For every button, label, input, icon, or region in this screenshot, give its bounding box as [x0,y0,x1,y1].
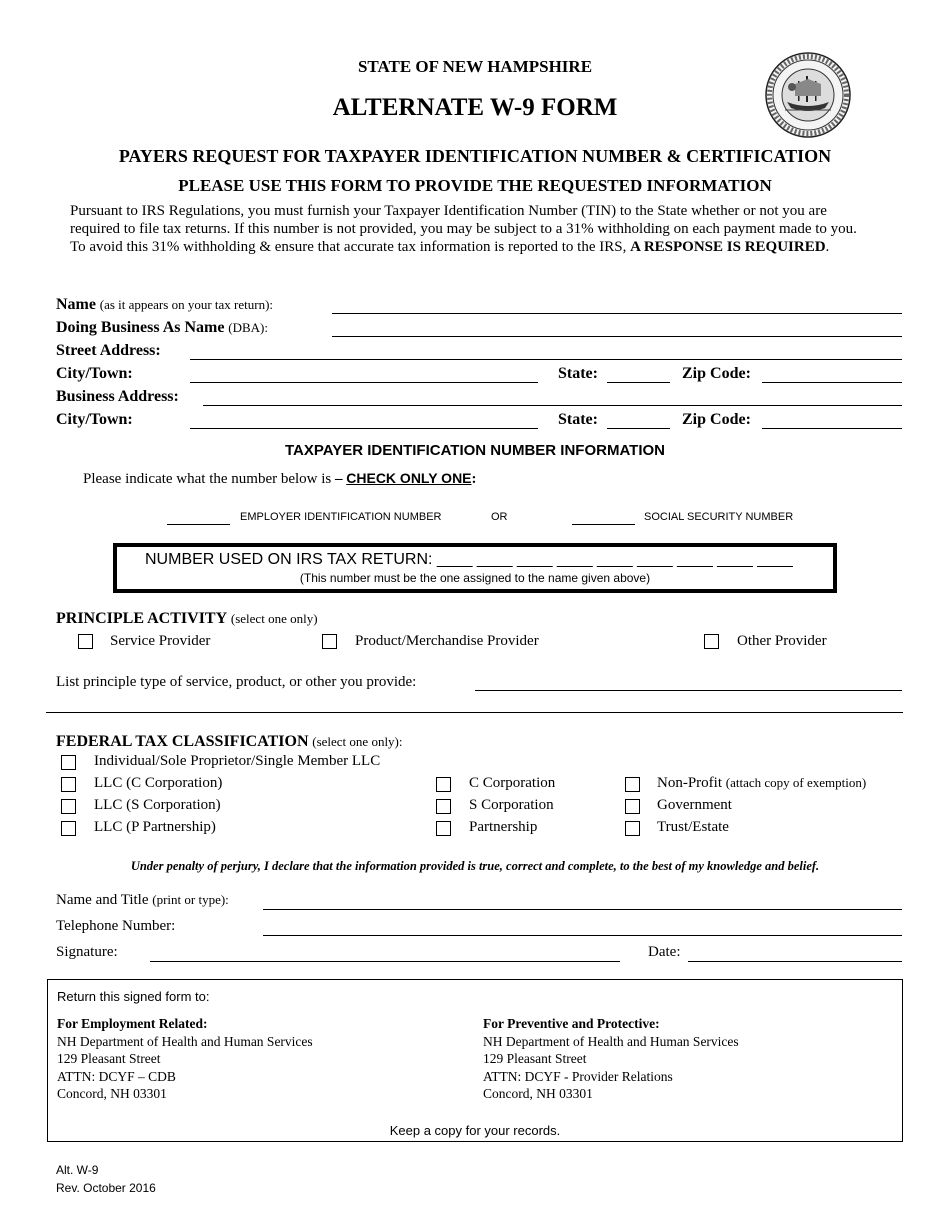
zip2-label: Zip Code: [682,411,751,428]
city-label: City/Town: [56,365,133,382]
dash: – [335,471,343,487]
penalty-statement: Under penalty of perjury, I declare that the information provided is true, correct and complete, to the best of my knowledge and belief. [130,859,820,873]
principle-type-label: List principle type of service, product, or other you provide: [56,674,417,690]
city-field[interactable] [190,382,538,383]
non-profit-label: Non-Profit [657,775,722,791]
non-profit-label-group [657,775,866,792]
s-corp-checkbox[interactable] [436,799,451,814]
telephone-field[interactable] [263,935,902,936]
principle-heading: PRINCIPLE ACTIVITY [56,610,228,627]
intro-end: . [825,239,830,255]
section-divider [46,712,903,713]
form-subtitle: PAYERS REQUEST FOR TAXPAYER IDENTIFICATION NUMBER & CERTIFICATION [118,146,832,166]
individual-checkbox[interactable] [61,755,76,770]
llc-s-label: LLC (S Corporation) [94,797,221,813]
zip2-field[interactable] [762,428,902,429]
form-title: ALTERNATE W-9 FORM [332,94,618,121]
state2-label: State: [558,411,598,428]
trust-estate-checkbox[interactable] [625,821,640,836]
tin-number-blanks[interactable]: ____ ____ ____ ____ ____ ____ ____ ____ ____ [436,551,793,568]
product-provider-label: Product/Merchandise Provider [355,633,539,649]
indicate-text: Please indicate what the number below is [83,471,332,487]
c-corp-checkbox[interactable] [436,777,451,792]
business-address-label: Business Address: [56,388,179,405]
ein-check-field[interactable] [167,524,230,525]
intro-paragraph [70,202,870,256]
check-only-one: CHECK ONLY ONE [346,470,472,486]
zip-field[interactable] [762,382,902,383]
non-profit-note: (attach copy of exemption) [725,775,867,790]
ein-label: EMPLOYER IDENTIFICATION NUMBER [240,511,442,523]
ssn-label: SOCIAL SECURITY NUMBER [644,511,794,523]
service-provider-checkbox[interactable] [78,634,93,649]
ssn-check-field[interactable] [572,524,635,525]
llc-c-label: LLC (C Corporation) [94,775,223,791]
principle-activity-heading-group [56,610,318,628]
intro-bold: A RESPONSE IS REQUIRED [630,239,826,255]
product-provider-checkbox[interactable] [322,634,337,649]
federal-note: (select one only): [312,734,403,749]
form-instruction: PLEASE USE THIS FORM TO PROVIDE THE REQUESTED INFORMATION [178,176,772,195]
tin-number-label: NUMBER USED ON IRS TAX RETURN: [145,551,433,568]
return-box [47,979,903,1142]
return-preventive [483,1015,739,1103]
other-provider-label: Other Provider [737,633,827,649]
partnership-checkbox[interactable] [436,821,451,836]
new-hampshire-state-seal [765,52,851,138]
street-address-field[interactable] [190,359,902,360]
date-field[interactable] [688,961,902,962]
preventive-line: 129 Pleasant Street [483,1051,587,1066]
city2-field[interactable] [190,428,538,429]
llc-p-checkbox[interactable] [61,821,76,836]
tin-heading: TAXPAYER IDENTIFICATION NUMBER INFORMATION [285,442,665,459]
preventive-line: ATTN: DCYF - Provider Relations [483,1068,673,1084]
dba-label-group [56,319,268,337]
name-label: Name [56,296,96,313]
name-title-field[interactable] [263,909,902,910]
check-only-one-line [83,470,477,488]
principle-note: (select one only) [230,611,318,626]
service-provider-label: Service Provider [110,633,211,649]
intro-text: Pursuant to IRS Regulations, you must furnish your Taxpayer Identification Number (TIN) to the State whether or not you are required to file tax returns. If this number is not provided, you may be subject to a 31% withholding on each payment made to you. To avoid this 31% withholding & ensure that accurate tax information is reported to the IRS, [70,203,857,255]
state2-field[interactable] [607,428,670,429]
dba-note: (DBA): [228,320,268,335]
return-intro: Return this signed form to: [57,989,210,1004]
partnership-label: Partnership [469,819,538,835]
city2-label: City/Town: [56,411,133,428]
street-address-label: Street Address: [56,342,161,359]
c-corp-label: C Corporation [469,775,556,791]
employment-heading: For Employment Related: [57,1016,208,1031]
llc-p-label: LLC (P Partnership) [94,819,216,835]
name-field[interactable] [332,313,902,314]
signature-label: Signature: [56,944,118,960]
preventive-heading: For Preventive and Protective: [483,1016,660,1031]
employment-line: Concord, NH 03301 [57,1086,167,1101]
dba-label: Doing Business As Name [56,319,225,336]
form-id: Alt. W-9 [56,1163,99,1177]
name-title-label-group [56,892,229,909]
trust-estate-label: Trust/Estate [657,819,729,835]
or-label: OR [491,511,508,523]
return-employment [57,1015,313,1103]
name-label-group [56,296,273,314]
check-colon: : [471,471,477,487]
s-corp-label: S Corporation [469,797,554,813]
employment-line: ATTN: DCYF – CDB [57,1068,176,1084]
signature-field[interactable] [150,961,620,962]
llc-s-checkbox[interactable] [61,799,76,814]
tin-number-note: (This number must be the one assigned to the name given above) [299,571,651,585]
government-checkbox[interactable] [625,799,640,814]
name-title-label: Name and Title [56,892,149,908]
telephone-label: Telephone Number: [56,918,176,934]
business-address-field[interactable] [203,405,902,406]
tin-number-row [145,551,793,569]
non-profit-checkbox[interactable] [625,777,640,792]
llc-c-checkbox[interactable] [61,777,76,792]
date-label: Date: [648,944,681,960]
dba-field[interactable] [332,336,902,337]
keep-copy-note: Keep a copy for your records. [389,1123,561,1138]
individual-label: Individual/Sole Proprietor/Single Member LLC [94,753,381,769]
preventive-line: Concord, NH 03301 [483,1086,593,1101]
government-label: Government [657,797,732,813]
name-title-note: (print or type): [152,892,229,907]
preventive-line: NH Department of Health and Human Services [483,1033,739,1049]
tin-number-box [113,543,837,593]
employment-line: NH Department of Health and Human Services [57,1033,313,1049]
employment-line: 129 Pleasant Street [57,1051,161,1066]
zip-label: Zip Code: [682,365,751,382]
name-note: (as it appears on your tax return): [99,297,274,312]
state-field[interactable] [607,382,670,383]
principle-type-field[interactable] [475,690,902,691]
state-name: STATE OF NEW HAMPSHIRE [357,57,593,76]
state-label: State: [558,365,598,382]
federal-heading: FEDERAL TAX CLASSIFICATION [56,733,309,750]
form-revision: Rev. October 2016 [56,1181,156,1195]
other-provider-checkbox[interactable] [704,634,719,649]
federal-heading-group [56,733,403,751]
